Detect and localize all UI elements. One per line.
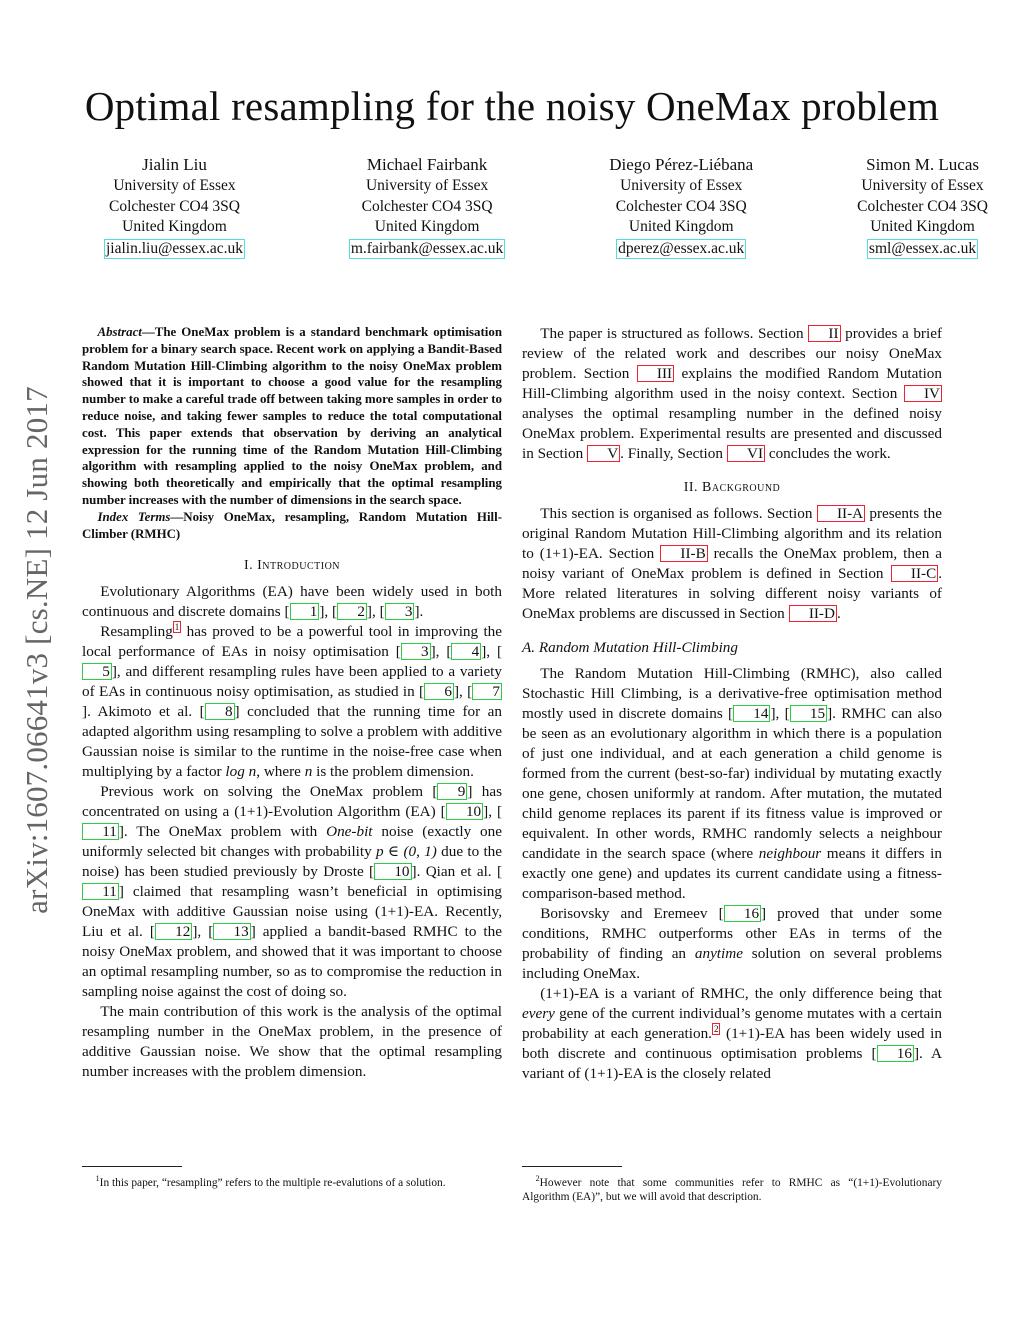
citation-link[interactable]: 16 <box>877 1045 914 1062</box>
citation-link[interactable]: 3 <box>401 643 431 660</box>
abstract-text: —The OneMax problem is a standard benchmark optimisation problem for a binary search space. Recent work on applying a Bandit-Based Random Mutation Hill-Climbing algorithm to the noisy OneMax problem showed that it is important to choose a good value for the resampling number to make a careful trade off between taking more samples in order to reduce noise, and taking fewer samples to reduce the total computational cost. This paper extends that observation by deriving an analytical expression for the running time of the Random Mutation Hill-Climbing algorithm with resampling applied to the noisy OneMax problem, and showing both theoretically and empirically that the optimal resampling number increases with the number of dimensions in the search space. <box>82 325 502 507</box>
author-city: Colchester CO4 3SQ <box>857 197 988 215</box>
section-link[interactable]: II-C <box>891 565 939 582</box>
author-affiliation: University of Essex <box>620 177 743 194</box>
rmhc-paragraph-3: (1+1)-EA is a variant of RMHC, the only difference being that every gene of the current individual’s genome mutates with a certain probability at each generation. $^2$ (1+1)-EA has been widely used in both discrete and continuous optimisation problems [ 16 ]. A variant of (1+1)-EA is the closely related <box>522 985 942 1082</box>
text-run: , and different resampling rules have been applied to a variety of EAs in continuous noisy optimisation, as studied in <box>82 663 502 701</box>
section-heading-introduction <box>82 556 502 576</box>
emphasis: anytime <box>694 945 743 962</box>
section-title: Background <box>702 480 781 495</box>
text-run: (1+1)-EA has been widely used in both discrete and continuous optimisation problems <box>522 1025 942 1062</box>
text-run: The Random Mutation Hill-Climbing (RMHC), also called Stochastic Hill Climbing, is a derivative-free optimisation method mostly used in discrete domains <box>522 665 942 722</box>
text-run: noise (exactly one uniformly selected bit changes with probability <box>82 823 502 861</box>
index-terms-text: —Noisy OneMax, resampling, Random Mutation Hill-Climber (RMHC) <box>82 509 502 541</box>
text-run: , where <box>256 763 305 781</box>
author-name: Diego Pérez-Liébana <box>609 155 754 174</box>
citation-link[interactable]: 1 <box>290 603 320 620</box>
text-run: has proved to be a powerful tool in improving the local performance of EAs in noisy optimisation <box>82 623 502 661</box>
section-link[interactable]: IV <box>904 385 942 402</box>
section-link[interactable]: II <box>808 325 840 342</box>
author-name: Simon M. Lucas <box>866 155 979 174</box>
section-link[interactable]: II-D <box>789 605 837 622</box>
author-affiliation: University of Essex <box>365 177 489 194</box>
text-run: , <box>486 643 497 661</box>
footnote-2 <box>522 1172 942 1205</box>
emphasis: neighbour <box>758 845 822 862</box>
section-link[interactable]: II-B <box>660 545 708 562</box>
section-link[interactable]: V <box>587 445 620 462</box>
citation-link[interactable]: 13 <box>213 923 250 940</box>
author-country: United Kingdom <box>870 218 975 235</box>
text-run: , <box>488 803 497 821</box>
section-number: II. <box>683 480 703 495</box>
citation-link[interactable]: 15 <box>790 705 827 722</box>
text-run: recalls the OneMax problem, then a noisy variant of OneMax problem is defined in Section <box>522 545 942 582</box>
subsection-heading-rmhc: A. Random Mutation Hill-Climbing <box>522 639 738 656</box>
text-run: concluded that the running time for an adapted algorithm using resampling to solve a problem with additive Gaussian noise is similar to the runtime in the noise-free case when multiplying by a factor <box>82 703 502 781</box>
structure-paragraph <box>522 324 942 464</box>
section-link[interactable]: III <box>637 365 674 382</box>
footnote-mark: 2 <box>535 1174 540 1183</box>
citation-link[interactable]: 2 <box>337 603 367 620</box>
section-heading-background <box>522 478 942 498</box>
footnote-link[interactable]: 2 <box>713 1023 719 1034</box>
rmhc-paragraph-1: The Random Mutation Hill-Climbing (RMHC), also called Stochastic Hill Climbing, is a derivative-free optimisation method mostly used in discrete domains [ 14 ], [ 15 ]. RMHC can also be seen as an evolutionary algorithm in which there is a population of just one individual, and at each generation a child genome is formed from the current (best-so-far) individual by mutating exactly one gene, chosen uniformly at random. After mutation, the mutated child genome replaces its parent if its fitness value is improved or equivalent. In other words, RMHC randomly selects a neighbour candidate in the search space (where neighbour means it differs in exactly one gene) and updates its current candidate using a fitness-comparison-based method. <box>522 665 943 902</box>
text-run: analyses the optimal resampling number in the defined noisy OneMax problem. Experimental results are presented and discussed in Section <box>522 405 942 462</box>
author-email-link[interactable]: sml@essex.ac.uk <box>868 239 977 257</box>
text-run: , <box>459 683 468 701</box>
text-run: . RMHC can also be seen as an evolutionary algorithm in which there is a population of just one individual, and at each generation a child genome is formed from the current (best-so-far) individual by mutating exactly one gene, chosen uniformly at random. After mutation, the mutated child genome replaces its parent if its fitness value is improved or equivalent. In other words, RMHC randomly selects a neighbour candidate in the search space (where <box>522 705 943 862</box>
text-run: The paper is structured as follows. Section <box>540 325 809 342</box>
text-run: . <box>836 605 841 622</box>
author-list <box>104 154 988 259</box>
rmhc-paragraph-2: Borisovsky and Eremeev [ 16 ] proved that under some conditions, RMHC outperforms other EAs in terms of the probability of finding an anytime solution on several problems including OneMax. <box>522 905 942 982</box>
text-run: , <box>775 705 785 722</box>
text-run: presents the original Random Mutation Hill-Climbing algorithm and its relation to (1+1)-EA. Section <box>522 505 942 562</box>
author-block <box>857 154 988 259</box>
author-block <box>609 154 753 259</box>
math-expression: p ∈ (0, 1) <box>376 843 437 861</box>
text-run: . Qian et al. <box>416 863 497 881</box>
text-run: due to the noise) has been studied previously by Droste <box>82 843 503 881</box>
text-run: Borisovsky and Eremeev <box>540 905 719 922</box>
author-block <box>104 154 245 259</box>
index-terms-label: Index Terms <box>97 509 171 524</box>
citation-link[interactable]: 3 <box>385 603 415 620</box>
emphasis: One-bit <box>326 823 373 841</box>
footnote-1 <box>82 1172 502 1190</box>
abstract <box>82 324 502 509</box>
footnote-link[interactable]: 1 <box>174 622 180 633</box>
abstract-label: Abstract <box>97 325 142 339</box>
text-run: . Akimoto et al. <box>87 703 200 721</box>
footnote-rule <box>522 1166 622 1167</box>
text-run: applied a bandit-based RMHC to the noisy OneMax problem, and showed that it was important to choose an optimal resampling number, so as to compromise the reduction in sampling noise against the cost of doing so. <box>82 923 502 1001</box>
section-title: Introduction <box>257 558 341 574</box>
citation-link[interactable]: 6 <box>424 683 454 700</box>
footnote-rule <box>82 1166 182 1167</box>
author-name: Jialin Liu <box>142 155 207 174</box>
citation-link[interactable]: 12 <box>155 923 192 940</box>
citation-link[interactable]: 11 <box>82 823 119 840</box>
text-run: proved that under some conditions, RMHC outperforms other EAs in terms of the probability of finding an <box>522 905 942 962</box>
author-city: Colchester CO4 3SQ <box>361 197 493 215</box>
citation-link[interactable]: 5 <box>82 663 112 680</box>
math-expression: log n <box>225 763 257 781</box>
text-run: (1+1)-EA is a variant of RMHC, the only difference being that <box>540 985 942 1002</box>
text-run: . A variant of (1+1)-EA is the closely related <box>522 1045 942 1082</box>
text-run: gene of the current individual’s genome mutates with a certain probability at each generation. <box>522 1005 942 1042</box>
citation-link[interactable]: 4 <box>451 643 481 660</box>
author-name: Michael Fairbank <box>366 155 488 174</box>
text-run: This section is organised as follows. Section <box>540 505 817 522</box>
author-email-link[interactable]: m.fairbank@essex.ac.uk <box>350 239 504 257</box>
background-paragraph-1 <box>522 504 942 624</box>
paper-title: Optimal resampling for the noisy OneMax problem <box>84 83 940 129</box>
text-run: solution on several problems including OneMax. <box>522 945 942 982</box>
text-run: . Finally, Section <box>620 445 727 462</box>
citation-link[interactable]: 10 <box>374 863 411 880</box>
intro-paragraph-4: The main contribution of this work is the analysis of the optimal resampling number in the OneMax problem, in the presence of additive Gaussian noise. We show that the optimal resampling number increases with the problem dimension. <box>82 1003 502 1081</box>
text-run: means it differs in exactly one gene) and updates its current candidate using a fitness-comparison-based method. <box>522 845 942 902</box>
text-run: Resampling <box>100 623 173 641</box>
author-email-link[interactable]: jialin.liu@essex.ac.uk <box>106 239 243 257</box>
arxiv-sidebar <box>14 360 60 940</box>
author-city: Colchester CO4 3SQ <box>109 197 240 215</box>
text-run: , <box>371 603 380 621</box>
footnote-text: However note that some communities refer to RMHC as “(1+1)-Evolutionary Algorithm (EA)”, but we will avoid that description. <box>522 1176 942 1204</box>
author-country: United Kingdom <box>374 218 480 235</box>
author-country: United Kingdom <box>628 218 734 235</box>
text-run: . <box>419 603 424 621</box>
text-run: has concentrated on using a (1+1)-Evolution Algorithm (EA) <box>82 783 502 821</box>
text-run: , <box>324 603 333 621</box>
text-run: concludes the work. <box>765 445 891 462</box>
intro-paragraph-2: Resampling $^1$ has proved to be a powerful tool in improving the local performance of EAs in noisy optimisation [ 3 ], [ 4 ], [5 ], and different resampling rules have been applied to a variety of EAs in continuous noisy optimisation, as studied in [ 6 ], [ 7]. Akimoto et al. [ 8 ] concluded that the running time for an adapted algorithm using resampling to solve a problem with additive Gaussian noise is similar to the runtime in the noise-free case when multiplying by a factor log n, where n is the problem dimension. <box>82 622 502 781</box>
citation-link[interactable]: 9 <box>437 783 467 800</box>
footnote-mark: 1 <box>95 1174 100 1183</box>
text-run: , <box>197 923 209 941</box>
emphasis: every <box>522 1005 555 1022</box>
text-run: Previous work on solving the OneMax problem <box>100 783 433 801</box>
text-run: . The OneMax problem with <box>123 823 327 841</box>
section-link[interactable]: VI <box>727 445 765 462</box>
section-link[interactable]: II-A <box>817 505 865 522</box>
text-run: explains the modified Random Mutation Hill-Climbing algorithm used in the noisy context. Section <box>522 365 942 402</box>
author-affiliation: University of Essex <box>861 177 984 194</box>
citation-link[interactable]: 11 <box>82 883 119 900</box>
index-terms <box>82 509 502 543</box>
citation-link[interactable]: 10 <box>446 803 483 820</box>
section-number: I. <box>243 558 258 574</box>
intro-paragraph-3: Previous work on solving the OneMax problem [ 9 ] has concentrated on using a (1+1)-Evolution Algorithm (EA) [ 10 ], [11 ]. The OneMax problem with One-bit noise (exactly one uniformly selected bit changes with probability p ∈ (0, 1) due to the noise) has been studied previously by Droste [ 10 ]. Qian et al. [11 ] claimed that resampling wasn’t beneficial in optimising OneMax with additive Gaussian noise using (1+1)-EA. Recently, Liu et al. [ 12 ], [ 13 ] applied a bandit-based RMHC to the noisy OneMax problem, and showed that it was important to choose an optimal resampling number, so as to compromise the reduction in sampling noise against the cost of doing so. <box>82 783 503 1001</box>
author-city: Colchester CO4 3SQ <box>615 197 747 215</box>
author-block <box>349 154 505 259</box>
text-run: is the problem dimension. <box>312 763 474 781</box>
footnote-text: In this paper, “resampling” refers to the multiple re-evalutions of a solution. <box>99 1176 446 1189</box>
text-run: , <box>435 643 447 661</box>
right-column <box>522 324 942 1084</box>
math-expression: n <box>304 763 313 781</box>
author-affiliation: University of Essex <box>113 177 236 194</box>
citation-link[interactable]: 16 <box>724 905 761 922</box>
author-email-link[interactable]: dperez@essex.ac.uk <box>618 239 745 257</box>
citation-link[interactable]: 7 <box>472 683 502 700</box>
text-run: claimed that resampling wasn’t beneficial in optimising OneMax with additive Gaussian noise using (1+1)-EA. Recently, Liu et al. <box>82 883 502 941</box>
text-run: . More related literatures in solving different noisy variants of OneMax problems are discussed in Section <box>522 565 942 622</box>
citation-link[interactable]: 8 <box>205 703 235 720</box>
intro-paragraph-1: Evolutionary Algorithms (EA) have been widely used in both continuous and discrete domains [ 1 ], [ 2 ], [ 3 ]. <box>82 583 502 621</box>
citation-link[interactable]: 14 <box>733 705 770 722</box>
arxiv-id[interactable]: arXiv:1607.06641v3 [cs.NE] 12 Jun 2017 <box>19 386 54 914</box>
text-run: provides a brief review of the related work and describes our noisy OneMax problem. Section <box>522 325 943 382</box>
left-column <box>82 324 502 1082</box>
author-country: United Kingdom <box>122 218 227 235</box>
text-run: Evolutionary Algorithms (EA) have been widely used in both continuous and discrete domains <box>82 583 502 621</box>
